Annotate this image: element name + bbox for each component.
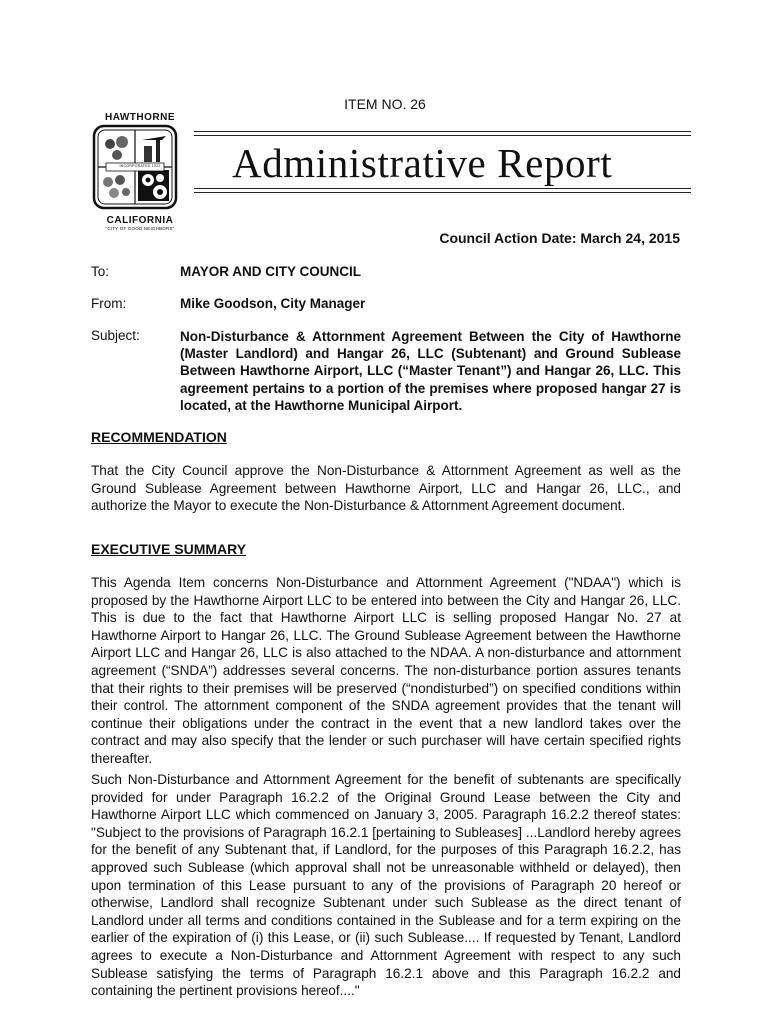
title-rule-bottom [194, 188, 691, 189]
memo-subject-value: Non-Disturbance & Attornment Agreement Between the City of Hawthorne (Master Landlord) and Hangar 26, LLC (Subtenant) and Ground Sublease Between Hawthorne Airport, LLC (“Master Tenant”) and Hangar 26, LLC. This agreement pertains to a portion of the premises where proposed hangar 27 is located, at the Hawthorne Municipal Airport. [180, 329, 681, 413]
memo-subject-label: Subject: [91, 328, 140, 343]
executive-summary-paragraph-1: This Agenda Item concerns Non-Disturbance and Attornment Agreement ("NDAA") which is proposed by the Hawthorne Airport LLC to be entered into between the City and Hangar 26, LLC. This is due to the fact that Hawthorne Airport LLC is selling proposed Hangar No. 27 at Hawthorne Airport to Hangar 26, LLC. The Ground Sublease Agreement between the Hawthorne Airport LLC and Hangar 26, LLC is also attached to the NDAA. A non-disturbance and attornment agreement (“SNDA”) addresses several concerns. The non-disturbance portion assures tenants that their rights to their premises will be preserved (“nondisturbed”) on specified conditions within their control. The attornment component of the SNDA agreement provides that the tenant will continue their obligations under the contract in the event that a new landlord takes over the contract and may also specify that the lender or such purchaser will have certain specified rights thereafter. [91, 575, 681, 766]
logo-state-name: CALIFORNIA [106, 215, 174, 226]
memo-to-label: To: [91, 264, 110, 279]
city-logo [92, 112, 188, 231]
logo-motto: "CITY OF GOOD NEIGHBORS" [105, 226, 175, 231]
title-rule-top-2 [194, 135, 691, 136]
council-action-date: Council Action Date: March 24, 2015 [439, 230, 680, 246]
executive-summary-heading: EXECUTIVE SUMMARY [91, 541, 247, 557]
logo-city-name: HAWTHORNE [104, 112, 176, 123]
page-title: Administrative Report [232, 140, 613, 186]
memo-from-value: Mike Goodson, City Manager [180, 296, 366, 311]
logo-incorporated: INCORPORATED 1922 [119, 164, 161, 168]
memo-to-value: MAYOR AND CITY COUNCIL [180, 264, 362, 279]
recommendation-text: That the City Council approve the Non-Disturbance & Attornment Agreement as well as the Ground Sublease Agreement between Hawthorne Airport, LLC and Hangar 26, LLC., and authorize the Mayor to execute the Non-Disturbance & Attornment Agreement document. [91, 463, 681, 514]
title-rule-top [194, 131, 691, 132]
memo-from-label: From: [91, 296, 127, 311]
item-number: ITEM NO. 26 [344, 96, 426, 112]
executive-summary-paragraph-2: Such Non-Disturbance and Attornment Agreement for the benefit of subtenants are specifically provided for under Paragraph 16.2.2 of the Original Ground Lease between the City and Hawthorne Airport LLC which commenced on January 3, 2005. Paragraph 16.2.2 thereof states: "Subject to the provisions of Paragraph 16.2.1 [pertaining to Subleases] ...Landlord hereby agrees for the benefit of any Subtenant that, if Landlord, for the purposes of this Paragraph 16.2.2, has approved such Sublease (which approval shall not be unreasonable withheld or delayed), then upon termination of this Lease pursuant to any of the provisions of Paragraph 20 hereof or otherwise, Landlord shall recognize Subtenant under such Sublease as the direct tenant of Landlord under all terms and conditions contained in the Sublease and for a term expiring on the earlier of the expiration of (i) this Lease, or (ii) such Sublease.... If requested by Tenant, Landlord agrees to execute a Non-Disturbance and Attornment Agreement with respect to any such Sublease satisfying the terms of Paragraph 16.2.1 above and this Paragraph 16.2.2 and containing the pertinent provisions hereof...." [91, 772, 681, 999]
title-rule-bottom-2 [194, 192, 691, 193]
recommendation-heading: RECOMMENDATION [91, 429, 227, 445]
